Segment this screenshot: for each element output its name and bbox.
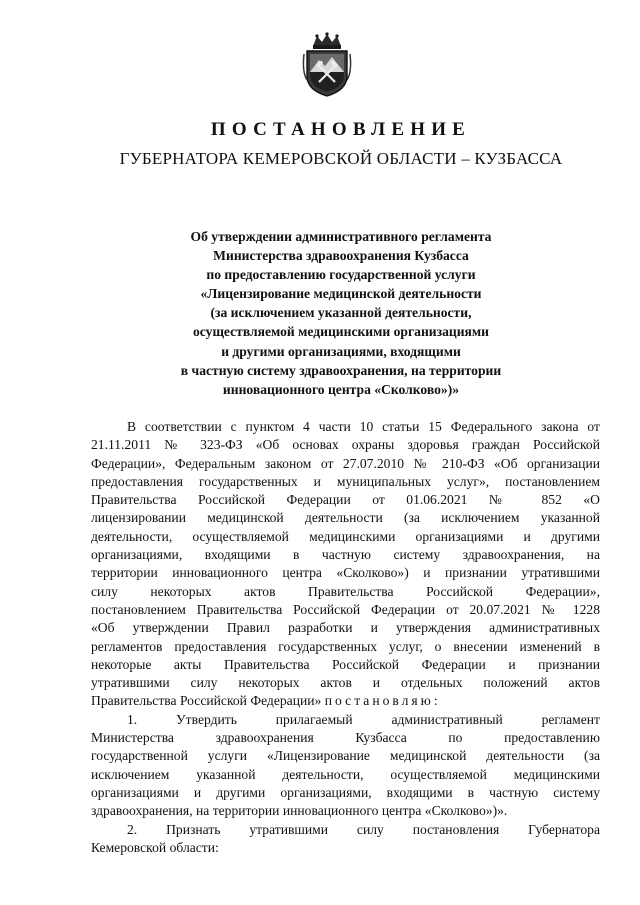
resolution-keyword: постановляю: (324, 693, 441, 709)
body-line: территории инновационного центра «Сколково») и признании утратившими (91, 565, 600, 581)
body-line: 21.11.2011 № 323-ФЗ «Об основах охраны здоровья граждан Российской (91, 437, 600, 453)
item-1-paragraph (91, 711, 600, 821)
title-line: и другими организациями, входящими (221, 343, 461, 359)
document-type-heading: ПОСТАНОВЛЕНИЕ (210, 119, 472, 140)
title-line: Об утверждении административного регламента (190, 229, 492, 244)
item-2-paragraph (91, 821, 600, 858)
body-line: утратившими силу некоторых актов и отдельных положений актов (91, 675, 600, 691)
title-line: в частную систему здравоохранения, на территории (180, 362, 502, 378)
issuer-heading: ГУБЕРНАТОРА КЕМЕРОВСКОЙ ОБЛАСТИ – КУЗБАССА (119, 149, 563, 168)
document-title (0, 227, 640, 399)
body-line: исключением указанной деятельности, осуществляемой медицинскими (91, 766, 600, 782)
body-line: 2. Признать утратившими силу постановления Губернатора (127, 821, 600, 837)
body-line: Правительства Российской Федерации от 01.06.2021 № 852 «О (91, 492, 600, 508)
title-line: инновационного центра «Сколково»)» (222, 381, 460, 397)
document-body (91, 418, 600, 857)
body-line: Министерства здравоохранения Кузбасса по предоставлению (91, 730, 600, 746)
body-line: силу некоторых актов Правительства Российской Федерации», (91, 583, 600, 599)
body-line: постановлением Правительства Российской Федерации от 20.07.2021 № 1228 (91, 601, 600, 617)
body-line: организациями и другими организациями, входящими в частную систему (91, 784, 600, 800)
body-line: организациями, входящими в частную систему здравоохранения, на (91, 547, 600, 563)
body-line: деятельности, осуществляемой медицинскими организациями и другими (91, 528, 600, 544)
body-line: Федерации», Федеральным законом от 27.07.2010 № 210-ФЗ «Об организации (91, 455, 600, 471)
kuzbass-coat-of-arms-icon (301, 32, 353, 98)
title-line: Министерства здравоохранения Кузбасса (213, 248, 469, 264)
preamble-paragraph (91, 418, 600, 711)
body-line: Кемеровской области: (91, 839, 219, 855)
title-line: осуществляемой медицинскими организациями (193, 324, 489, 340)
body-line: «Об утверждении Правил разработки и утверждения административных (91, 620, 600, 636)
body-line (91, 692, 600, 710)
body-line: регламентов предоставления государственных услуг, о внесении изменений в (91, 638, 600, 654)
body-line: государственной услуги «Лицензирование медицинской деятельности (за (91, 748, 600, 764)
body-line: предоставления государственных и муниципальных услуг», постановлением (91, 473, 600, 489)
title-line: (за исключением указанной деятельности, (210, 305, 472, 321)
body-line: здравоохранения, на территории инновационного центра «Сколково»)». (91, 803, 508, 819)
body-line: некоторые акты Правительства Российской Федерации и признании (91, 656, 600, 672)
body-line: 1. Утвердить прилагаемый административный регламент (127, 711, 600, 727)
body-line-text: Правительства Российской Федерации» (91, 693, 322, 709)
title-line: по предоставлению государственной услуги (206, 267, 476, 283)
title-line: «Лицензирование медицинской деятельности (200, 286, 482, 302)
body-line: лицензировании медицинской деятельности (за исключением указанной (91, 510, 600, 526)
body-line: В соответствии с пунктом 4 части 10 статьи 15 Федерального закона от (127, 419, 600, 434)
